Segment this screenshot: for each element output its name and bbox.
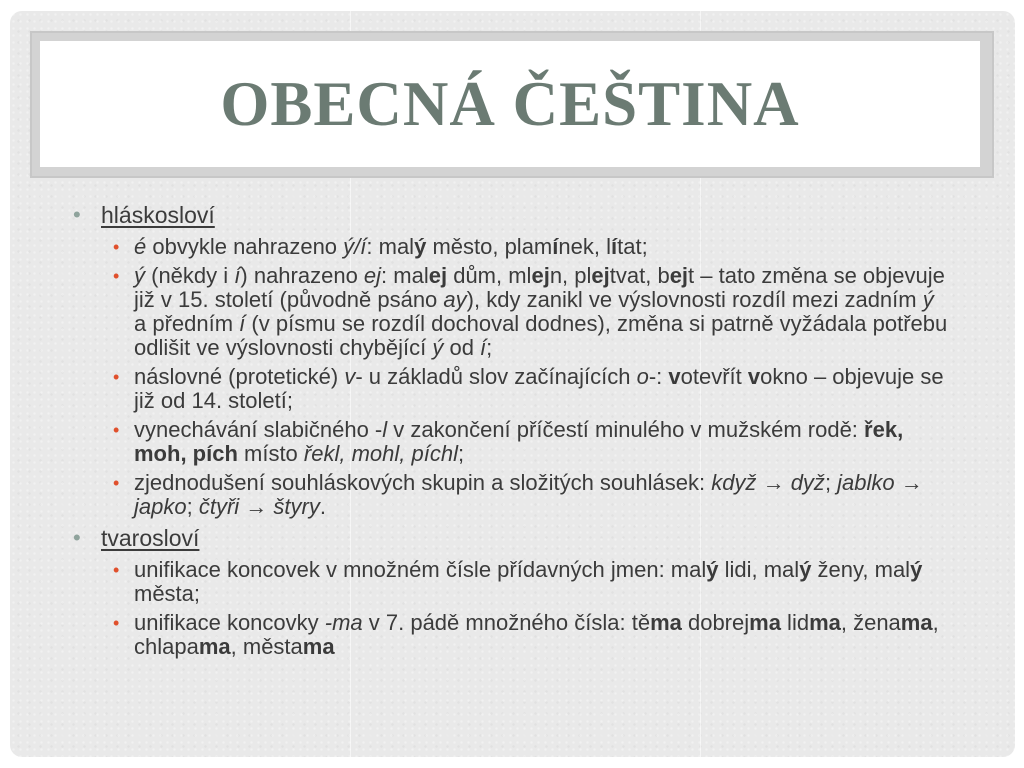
slide-title: OBECNÁ ČEŠTINA <box>220 69 800 139</box>
bullet-icon: • <box>73 202 81 227</box>
list-item-text <box>134 263 947 360</box>
text-run: ma <box>749 610 781 635</box>
text-run: čtyři → štyry <box>198 494 320 519</box>
text-run: l <box>382 417 388 442</box>
text-run: ma <box>809 610 841 635</box>
text-run: í <box>610 234 618 259</box>
text-run: o <box>636 364 649 389</box>
text-run: ) nahrazeno <box>240 263 364 288</box>
text-run: , města <box>230 634 303 659</box>
text-run: vynechávání slabičného - <box>134 417 383 442</box>
text-run: tat; <box>617 234 648 259</box>
text-run: v <box>344 364 356 389</box>
section-heading: hláskosloví <box>101 202 215 228</box>
list-item <box>70 611 970 659</box>
list-item <box>70 235 970 259</box>
text-run: lidi, mal <box>718 557 800 582</box>
text-run: : mal <box>381 263 429 288</box>
section-item <box>70 200 970 230</box>
text-run: : mal <box>366 234 415 259</box>
text-run: dobrej <box>681 610 750 635</box>
text-run: tvat, b <box>609 263 670 288</box>
text-run: ej <box>428 263 448 288</box>
text-run: v 7. pádě množného čísla: tě <box>362 610 651 635</box>
text-run: ma <box>650 610 682 635</box>
text-run: od <box>443 335 481 360</box>
section-heading: tvarosloví <box>101 525 200 551</box>
text-run: ý <box>799 557 812 582</box>
text-run: -ma <box>324 610 363 635</box>
list-item-text <box>134 417 903 466</box>
text-run: město, plam <box>426 234 553 259</box>
text-run: ej <box>531 263 550 288</box>
text-run: (v písmu se rozdíl dochoval dodnes), změna si patrně vyžádala potřebu odlišit ve výslovnosti chybějící <box>134 311 948 360</box>
bullet-icon: • <box>73 525 81 550</box>
text-run: lid <box>780 610 810 635</box>
title-box <box>40 41 980 167</box>
list-item <box>70 264 970 360</box>
text-run: unifikace koncovek v množném čísle přídavných jmen: mal <box>134 557 707 582</box>
text-run: jablko → japko <box>134 470 923 519</box>
text-run: v <box>668 364 681 389</box>
bullet-icon: • <box>113 237 120 257</box>
list-item-text <box>134 234 648 259</box>
text-run: zjednodušení souhláskových skupin a složitých souhlásek: <box>134 470 712 495</box>
text-run: náslovné (protetické) <box>134 364 345 389</box>
text-run: ý <box>414 234 427 259</box>
text-run: n, pl <box>549 263 592 288</box>
text-run: ; <box>824 470 838 495</box>
text-run: ma <box>198 634 231 659</box>
text-run: , chlapa <box>134 610 939 659</box>
text-run: í <box>239 311 246 336</box>
bullet-icon: • <box>113 367 120 387</box>
text-run: otevřít <box>680 364 748 389</box>
text-run: í <box>234 263 241 288</box>
text-run: ý/í <box>343 234 367 259</box>
slide-content <box>70 196 970 659</box>
text-run: unifikace koncovky <box>134 610 325 635</box>
text-run: nek, l <box>558 234 611 259</box>
text-run: ), kdy zanikl ve výslovnosti rozdíl mezi zadním <box>466 287 923 312</box>
text-run: í <box>480 335 487 360</box>
text-run: . <box>319 494 326 519</box>
text-run: ý <box>432 335 444 360</box>
list-item <box>70 471 970 519</box>
text-run: ženy, mal <box>811 557 911 582</box>
text-run: , žena <box>840 610 901 635</box>
bullet-icon: • <box>113 613 120 633</box>
text-run: ej <box>363 263 382 288</box>
list-item-text <box>134 610 939 659</box>
text-run: ý <box>922 287 934 312</box>
text-run: v <box>747 364 761 389</box>
bullet-icon: • <box>113 473 120 493</box>
list-item <box>70 558 970 606</box>
text-run: obvykle nahrazeno <box>146 234 344 259</box>
list-item-text <box>134 557 922 606</box>
text-run: ý <box>910 557 923 582</box>
text-run: ej <box>669 263 689 288</box>
bullet-icon: • <box>113 420 120 440</box>
list-item <box>70 365 970 413</box>
text-run: ; <box>457 441 465 466</box>
text-run: - u základů slov začínajících <box>355 364 637 389</box>
text-run: ý <box>134 263 145 288</box>
text-run: ej <box>591 263 610 288</box>
list-item <box>70 418 970 466</box>
text-run: když → dyž <box>711 470 825 495</box>
text-run: é <box>134 234 147 259</box>
text-run: řekl, mohl, píchl <box>303 441 458 466</box>
text-run: ; <box>486 335 493 360</box>
text-run: -: <box>648 364 669 389</box>
text-run: místo <box>237 441 304 466</box>
section-item <box>70 523 970 553</box>
text-run: (někdy i <box>145 263 235 288</box>
text-run: v zakončení příčestí minulého v mužském rodě: <box>387 417 865 442</box>
text-run: ma <box>302 634 335 659</box>
text-run: ý <box>706 557 719 582</box>
text-run: í <box>552 234 559 259</box>
bullet-icon: • <box>113 560 120 580</box>
text-run: dům, ml <box>447 263 532 288</box>
list-item-text <box>134 364 944 413</box>
bullet-icon: • <box>113 266 120 286</box>
list-item-text <box>134 470 923 519</box>
text-run: ay <box>443 287 467 312</box>
text-run: řek, moh, pích <box>134 417 904 466</box>
text-run: ; <box>186 494 199 519</box>
text-run: města; <box>134 581 201 606</box>
text-run: t – tato změna se objevuje již v 15. století (původně psáno <box>134 263 945 312</box>
text-run: okno – objevuje se již od 14. století; <box>134 364 944 413</box>
text-run: ma <box>900 610 933 635</box>
text-run: a předním <box>134 311 240 336</box>
